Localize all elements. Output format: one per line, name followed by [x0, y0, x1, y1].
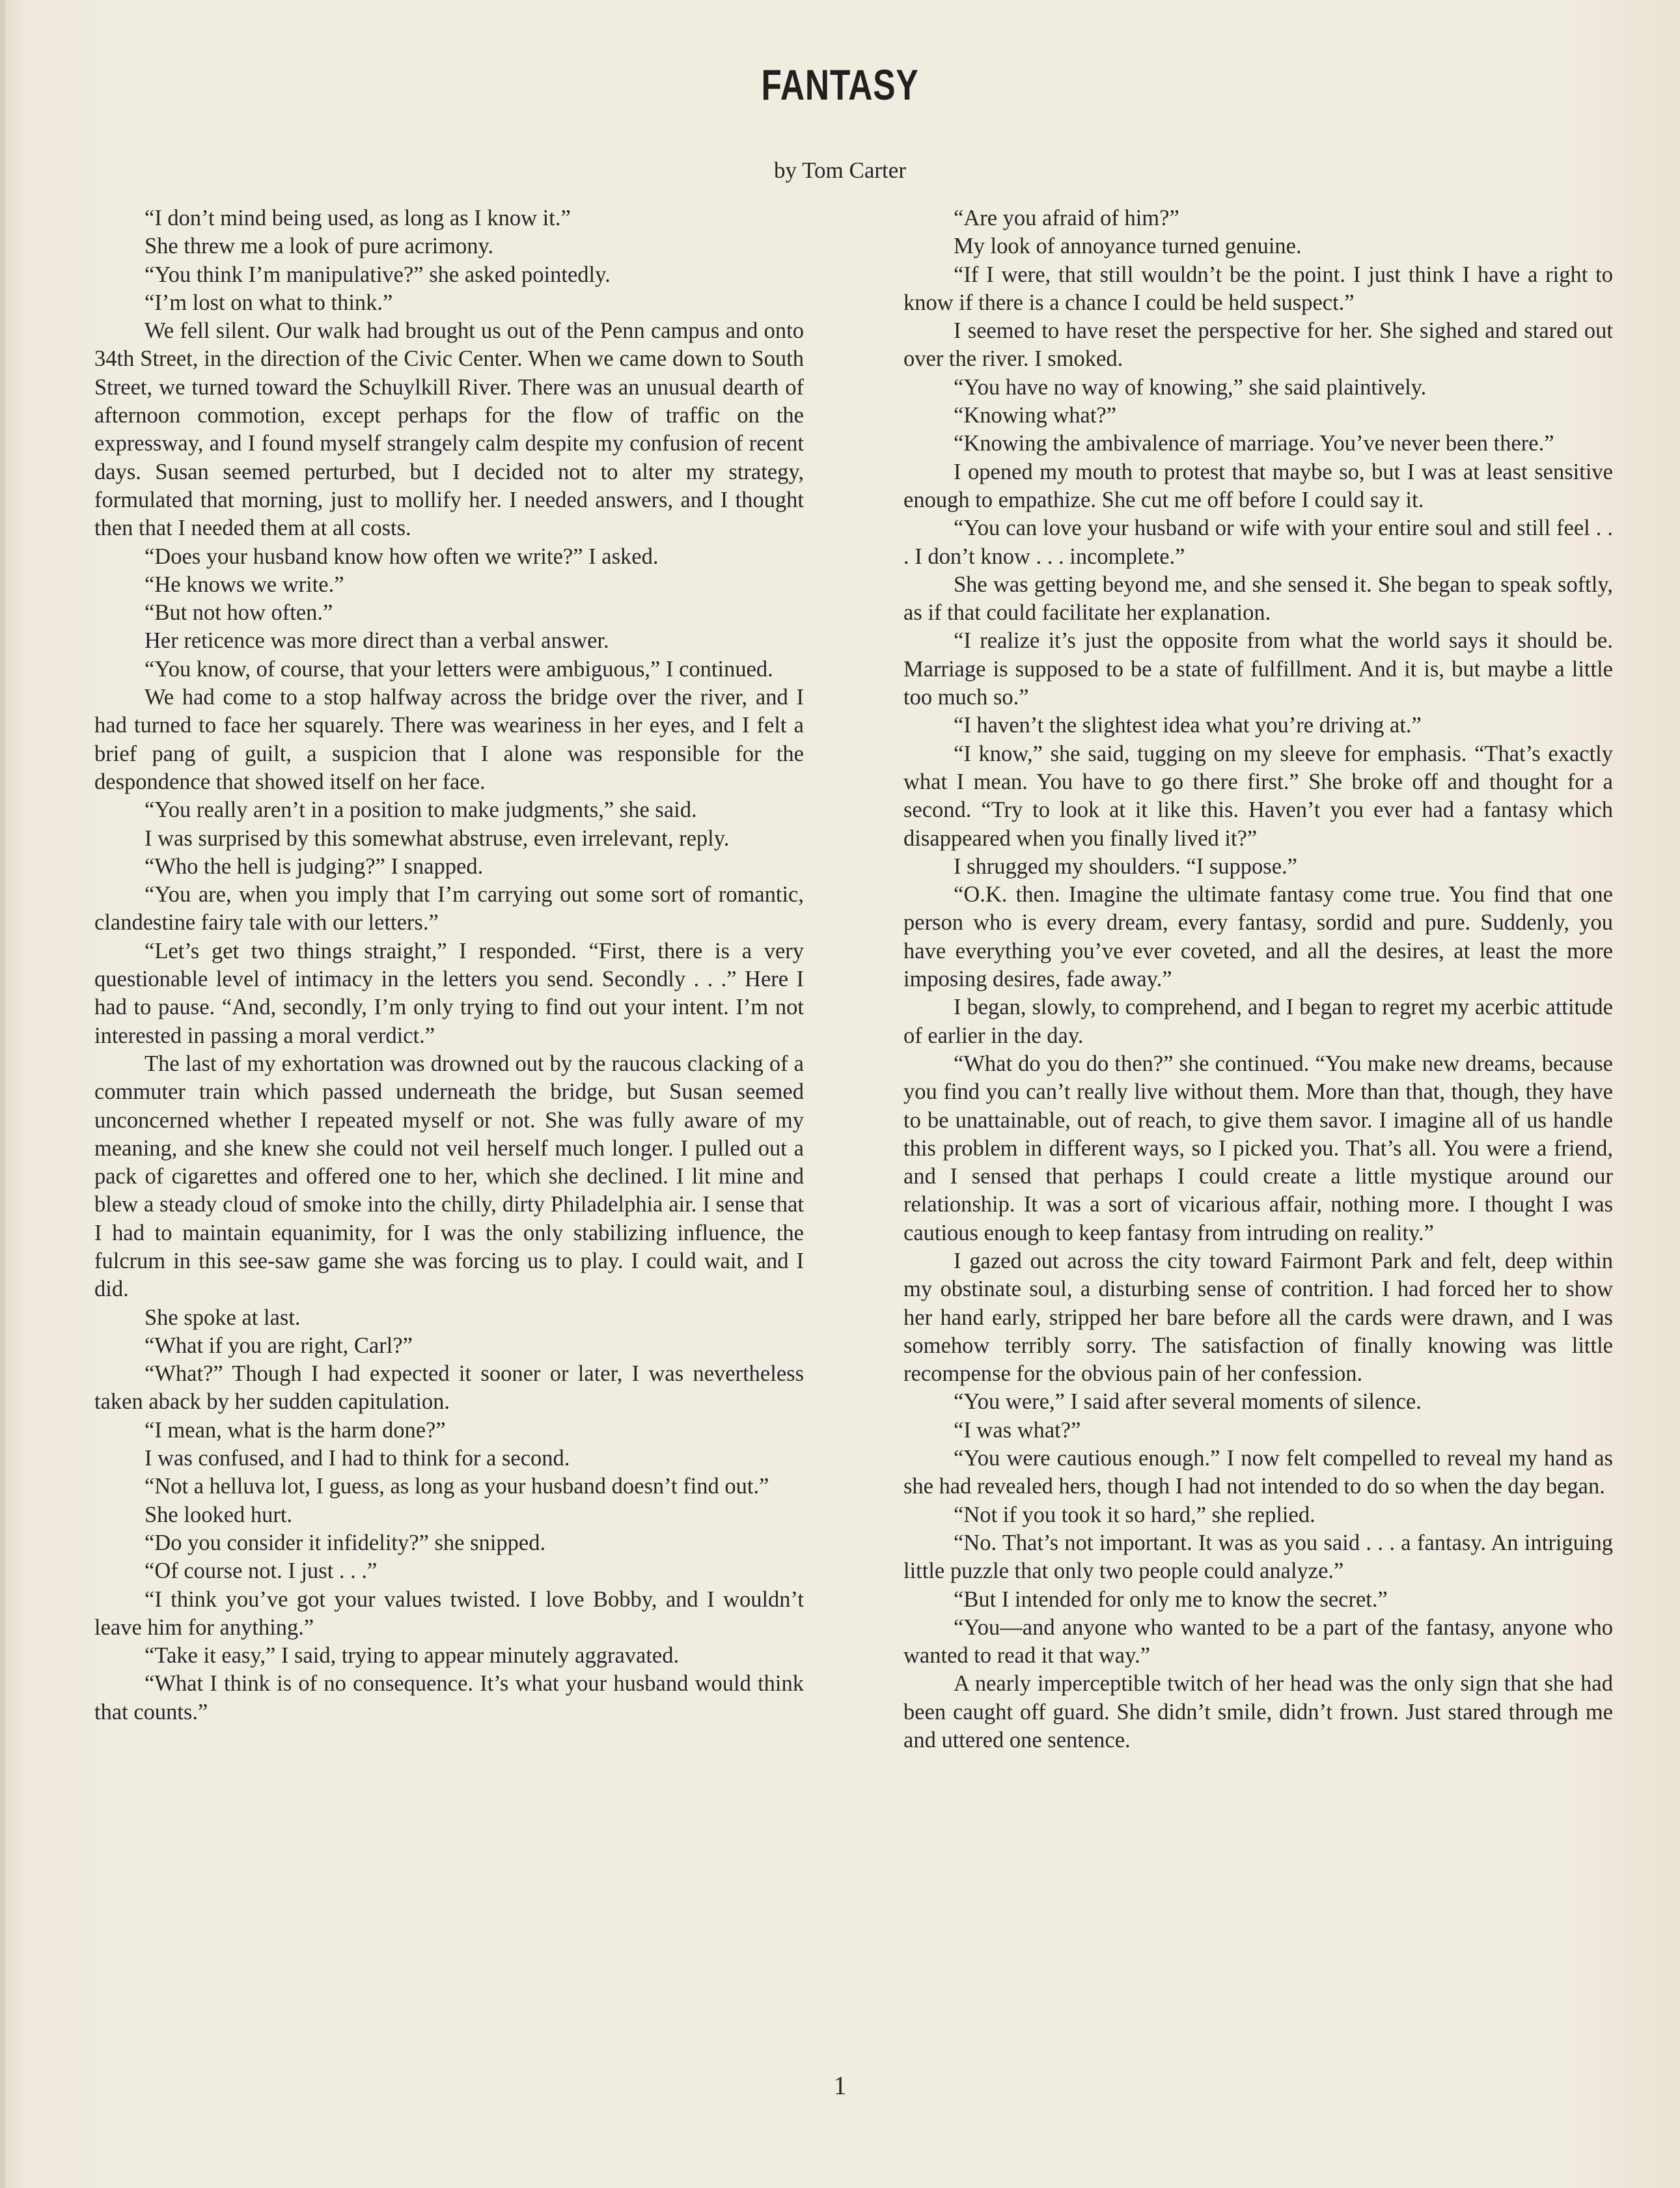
paragraph: “I think you’ve got your values twisted. I love Bobby, and I wouldn’t leave him for anything.” [94, 1586, 804, 1640]
paragraph: “I haven’t the slightest idea what you’re driving at.” [954, 713, 1422, 738]
paragraph: We fell silent. Our walk had brought us out of the Penn campus and onto 34th Street, in the direction of the Civic Center. When we came down to South Street, we turned toward the Schuylkill River. There was an unusual dearth of afternoon commotion, except perhaps for the flow of traffic on the expressway, and I found myself strangely calm despite my confusion of recent days. Susan seemed perturbed, but I decided not to alter my strategy, formulated that morning, just to mollify her. I needed answers, and I thought then that I needed them at all costs. [94, 318, 804, 541]
paragraph: “If I were, that still wouldn’t be the point. I just think I have a right to know if there is a chance I could be held suspect.” [903, 262, 1613, 315]
page-fold-shadow [0, 0, 5, 2188]
paragraph: She looked hurt. [145, 1502, 293, 1527]
paragraph: “You were cautious enough.” I now felt compelled to reveal my hand as she had revealed hers, though I had not intended to do so when the day began. [903, 1446, 1613, 1499]
paragraph: “Not a helluva lot, I guess, as long as your husband doesn’t find out.” [145, 1474, 769, 1499]
paragraph: “I mean, what is the harm done?” [145, 1417, 446, 1443]
paragraph: “But I intended for only me to know the secret.” [954, 1586, 1388, 1612]
paragraph: “What do you do then?” she continued. “You make new dreams, because you find you can’t really live without them. More than that, though, they have to be unattainable, out of reach, to give them savor. I imagine all of us handle this problem in different ways, so I picked you. That’s all. You were a friend, and I sensed that perhaps I could create a little mystique around our relationship. It was a sort of vicarious affair, nothing more. I thought I was cautious enough to keep fantasy from intruding on reality.” [903, 1051, 1613, 1245]
page-number: 1 [833, 2071, 847, 2100]
story-title: FANTASY [761, 61, 919, 109]
paragraph: “Are you afraid of him?” [954, 206, 1179, 230]
paragraph: She threw me a look of pure acrimony. [145, 234, 494, 259]
paragraph: “What I think is of no consequence. It’s what your husband would think that counts.” [94, 1671, 804, 1724]
paragraph: “You are, when you imply that I’m carrying out some sort of romantic, clandestine fairy tale with our letters.” [94, 882, 804, 935]
paragraph: “You really aren’t in a position to make judgments,” she said. [145, 797, 697, 823]
paragraph: “Who the hell is judging?” I snapped. [145, 853, 484, 879]
paragraph: “Of course not. I just . . .” [145, 1558, 378, 1584]
paragraph: “I’m lost on what to think.” [145, 290, 393, 315]
byline: by Tom Carter [774, 158, 906, 183]
paragraph: “Knowing the ambivalence of marriage. You’ve never been there.” [954, 431, 1554, 456]
paragraph: She spoke at last. [145, 1305, 301, 1330]
paragraph: “But not how often.” [145, 600, 333, 626]
paragraph: “You—and anyone who wanted to be a part of the fantasy, anyone who wanted to read it that way.” [903, 1614, 1613, 1669]
paragraph: “He knows we write.” [145, 572, 344, 597]
paragraph: “You can love your husband or wife with your entire soul and still feel . . . I don’t know . . . incomplete.” [903, 516, 1613, 569]
paragraph: “Not if you took it so hard,” she replied. [954, 1502, 1315, 1527]
paragraph: My look of annoyance turned genuine. [954, 234, 1302, 259]
paragraph: A nearly imperceptible twitch of her head was the only sign that she had been caught off guard. She didn’t smile, didn’t frown. Just stared through me and uttered one sentence. [903, 1671, 1613, 1753]
paragraph: The last of my exhortation was drowned out by the raucous clacking of a commuter train which passed underneath the bridge, but Susan seemed unconcerned whether I repeated myself or not. She was fully aware of my meaning, and she knew she could not veil herself much longer. I pulled out a pack of cigarettes and offered one to her, which she declined. I lit mine and blew a steady cloud of smoke into the chilly, dirty Philadelphia air. I sense that I had to maintain equanimity, for I was the only stabilizing influence, the fulcrum in this see-saw game she was forcing us to play. I could wait, and I did. [94, 1051, 804, 1302]
paragraph: “Take it easy,” I said, trying to appear minutely aggravated. [145, 1643, 680, 1669]
paragraph: “What if you are right, Carl?” [145, 1333, 413, 1358]
paragraph: I opened my mouth to protest that maybe so, but I was at least sensitive enough to empathize. She cut me off before I could say it. [903, 459, 1613, 512]
paragraph: I gazed out across the city toward Fairmont Park and felt, deep within my obstinate soul, a disturbing sense of contrition. I had forced her to show her hand early, stripped her bare before all the cards were drawn, and I was somehow terribly sorry. The satisfaction of finally knowing was little recompense for the obvious pain of her confession. [903, 1248, 1613, 1387]
paragraph: We had come to a stop halfway across the bridge over the river, and I had turned to face her squarely. There was weariness in her eyes, and I felt a brief pang of guilt, a suspicion that I alone was responsible for the despondence that showed itself on her face. [94, 685, 804, 794]
paragraph: I shrugged my shoulders. “I suppose.” [954, 853, 1297, 879]
paragraph: “What?” Though I had expected it sooner or later, I was nevertheless taken aback by her sudden capitulation. [94, 1361, 804, 1415]
paragraph: I began, slowly, to comprehend, and I began to regret my acerbic attitude of earlier in the day. [903, 995, 1613, 1048]
paragraph: “Knowing what?” [954, 403, 1117, 428]
paragraph: “You were,” I said after several moments of silence. [954, 1389, 1422, 1415]
paragraph: “You have no way of knowing,” she said plaintively. [954, 374, 1427, 400]
paragraph: “I was what?” [954, 1417, 1081, 1443]
paragraph: I seemed to have reset the perspective for her. She sighed and stared out over the river. I smoked. [903, 318, 1613, 372]
left-text-column [94, 204, 804, 1726]
paragraph: “I know,” she said, tugging on my sleeve for emphasis. “That’s exactly what I mean. You have to go there first.” She broke off and thought for a second. “Try to look at it like this. Haven’t you ever had a fantasy which disappeared when you finally lived it?” [903, 741, 1613, 851]
paragraph: I was confused, and I had to think for a second. [145, 1446, 570, 1471]
paragraph: “Let’s get two things straight,” I responded. “First, there is a very questionable level of intimacy in the letters you send. Secondly . . .” Here I had to pause. “And, secondly, I’m only trying to find out your intent. I’m not interested in passing a moral verdict.” [94, 938, 804, 1048]
paragraph: “Do you consider it infidelity?” she snipped. [145, 1530, 546, 1555]
paragraph: “I realize it’s just the opposite from what the world says it should be. Marriage is supposed to be a state of fulfillment. And it is, but maybe a little too much so.” [903, 628, 1613, 710]
paragraph: I was surprised by this somewhat abstruse, even irrelevant, reply. [145, 825, 730, 851]
paragraph: Her reticence was more direct than a verbal answer. [145, 628, 609, 654]
paragraph: “I don’t mind being used, as long as I know it.” [145, 206, 571, 230]
paragraph: “You think I’m manipulative?” she asked pointedly. [145, 262, 611, 287]
paragraph: She was getting beyond me, and she sensed it. She began to speak softly, as if that could facilitate her explanation. [903, 572, 1613, 626]
paragraph: “Does your husband know how often we write?” I asked. [145, 544, 659, 569]
paragraph: “O.K. then. Imagine the ultimate fantasy come true. You find that one person who is every dream, every fantasy, sordid and pure. Suddenly, you have everything you’ve ever coveted, and all the desires, at least the more imposing desires, fade away.” [903, 882, 1613, 992]
paragraph: “You know, of course, that your letters were ambiguous,” I continued. [145, 656, 773, 682]
right-text-column [903, 204, 1613, 1754]
paragraph: “No. That’s not important. It was as you said . . . a fantasy. An intriguing little puzzle that only two people could analyze.” [903, 1530, 1613, 1584]
